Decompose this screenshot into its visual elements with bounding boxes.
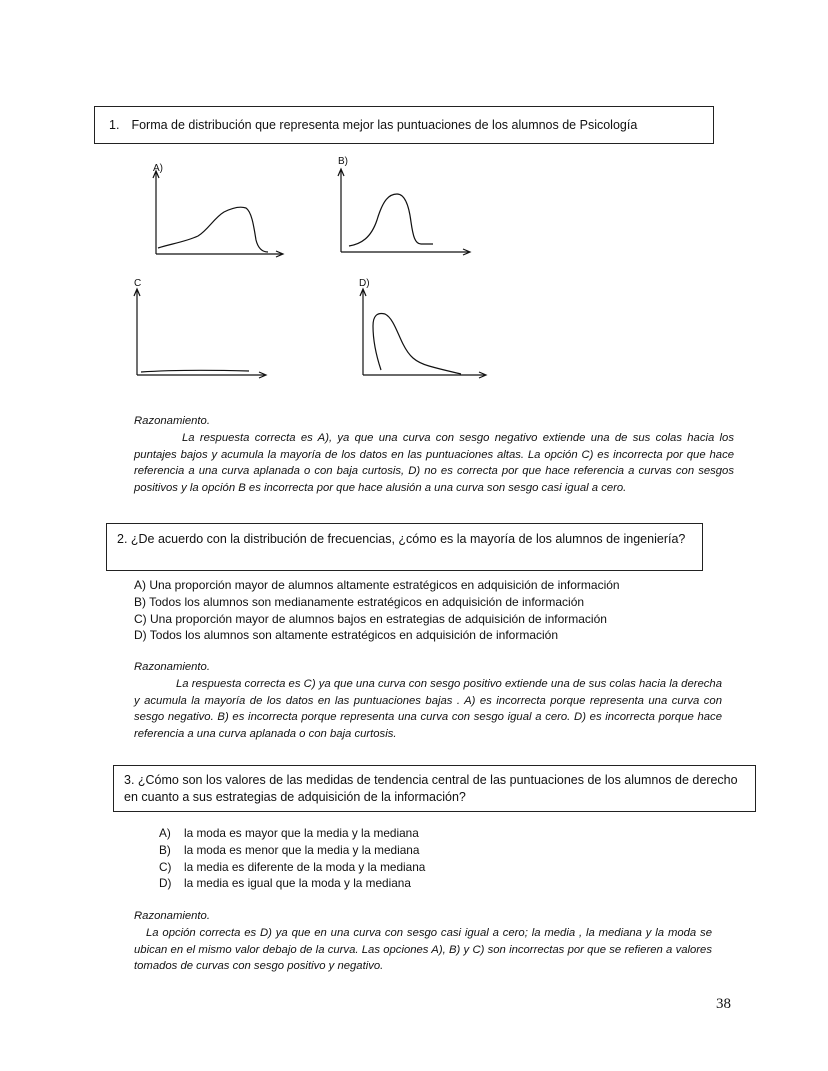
reasoning-1 [134, 413, 734, 497]
graph-d-label: D) [359, 278, 370, 289]
question-3-option-d-letter: D) [159, 876, 172, 891]
graph-d [357, 286, 497, 380]
question-2-options [134, 577, 620, 644]
graph-a-label: A) [153, 163, 163, 174]
question-3-option-c-letter: C) [159, 859, 172, 874]
question-2-option-a: A) Una proporción mayor de alumnos altamente estratégicos en adquisición de información [134, 578, 620, 592]
graph-a [150, 168, 290, 260]
reasoning-3-heading: Razonamiento. [134, 910, 210, 922]
page-number: 38 [716, 996, 731, 1012]
question-3-option-c-text: la media es diferente de la moda y la mediana [184, 859, 426, 874]
question-1-box [94, 106, 714, 144]
graph-c-label: C [134, 278, 142, 289]
reasoning-1-heading: Razonamiento. [134, 415, 210, 427]
question-3-options [159, 825, 425, 892]
question-2-text: 2. ¿De acuerdo con la distribución de frecuencias, ¿cómo es la mayoría de los alumnos de ingeniería? [117, 532, 686, 546]
question-3-option-d [159, 875, 425, 892]
question-2-option-d: D) Todos los alumnos son altamente estratégicos en adquisición de información [134, 628, 559, 643]
question-3-option-a-text: la moda es mayor que la media y la mediana [184, 826, 419, 840]
question-1-text: Forma de distribución que representa mejor las puntuaciones de los alumnos de Psicología [131, 117, 638, 132]
question-2-option-c: C) Una proporción mayor de alumnos bajos en estrategias de adquisición de información [134, 611, 607, 626]
graph-c [131, 286, 271, 380]
reasoning-3 [134, 908, 712, 975]
reasoning-2-body: La respuesta correcta es C) ya que una curva con sesgo positivo extiende una de sus colas hacia la derecha y acumula la mayoría de los datos en las puntuaciones bajas . A) es incorrecta porque representa una curva con sesgo negativo. B) es incorrecta porque representa una curva con sesgo igual a cero. D) es incorrecta porque hace referencia a una curva aplanada o con baja curtosis. [134, 677, 722, 741]
question-2-option-b: B) Todos los alumnos son medianamente estratégicos en adquisición de información [134, 594, 585, 609]
question-3-option-b [159, 842, 425, 859]
reasoning-3-body: La opción correcta es D) ya que en una curva con sesgo casi igual a cero; la media , la mediana y la moda se ubican en el mismo valor debajo de la curva. Las opciones A), B) y C) son incorrectas por que se refieren a valores tomados de curvas con sesgo positivo y negativo. [134, 926, 712, 973]
question-3-box [113, 765, 756, 812]
question-1-number: 1. [109, 117, 120, 132]
reasoning-2 [134, 659, 722, 743]
question-3-option-c [159, 859, 425, 876]
question-3-text: 3. ¿Cómo son los valores de las medidas de tendencia central de las puntuaciones de los alumnos de derecho en cuanto a sus estrategias de adquisición de la información? [124, 773, 738, 804]
question-3-option-d-text: la media es igual que la moda y la mediana [184, 876, 411, 891]
question-3-option-a-letter: A) [159, 826, 171, 840]
graph-b [335, 166, 475, 258]
reasoning-1-body: La respuesta correcta es A), ya que una curva con sesgo negativo extiende una de sus colas hacia los puntajes bajos y acumula la mayoría de los datos en las puntuaciones altas. La opción C) es incorrecta por que hace referencia a una curva aplanada o con baja curtosis, D) no es correcta por que hace referencia a curvas con sesgos positivos y la opción B es incorrecta por que hace alusión a una curva son sesgo casi igual a cero. [134, 431, 734, 495]
question-3-option-a [159, 825, 425, 842]
question-3-option-b-text: la moda es menor que la media y la mediana [184, 842, 420, 857]
reasoning-2-heading: Razonamiento. [134, 661, 210, 673]
graph-b-label: B) [338, 156, 348, 167]
question-2-box [106, 523, 703, 571]
question-3-option-b-letter: B) [159, 842, 171, 857]
